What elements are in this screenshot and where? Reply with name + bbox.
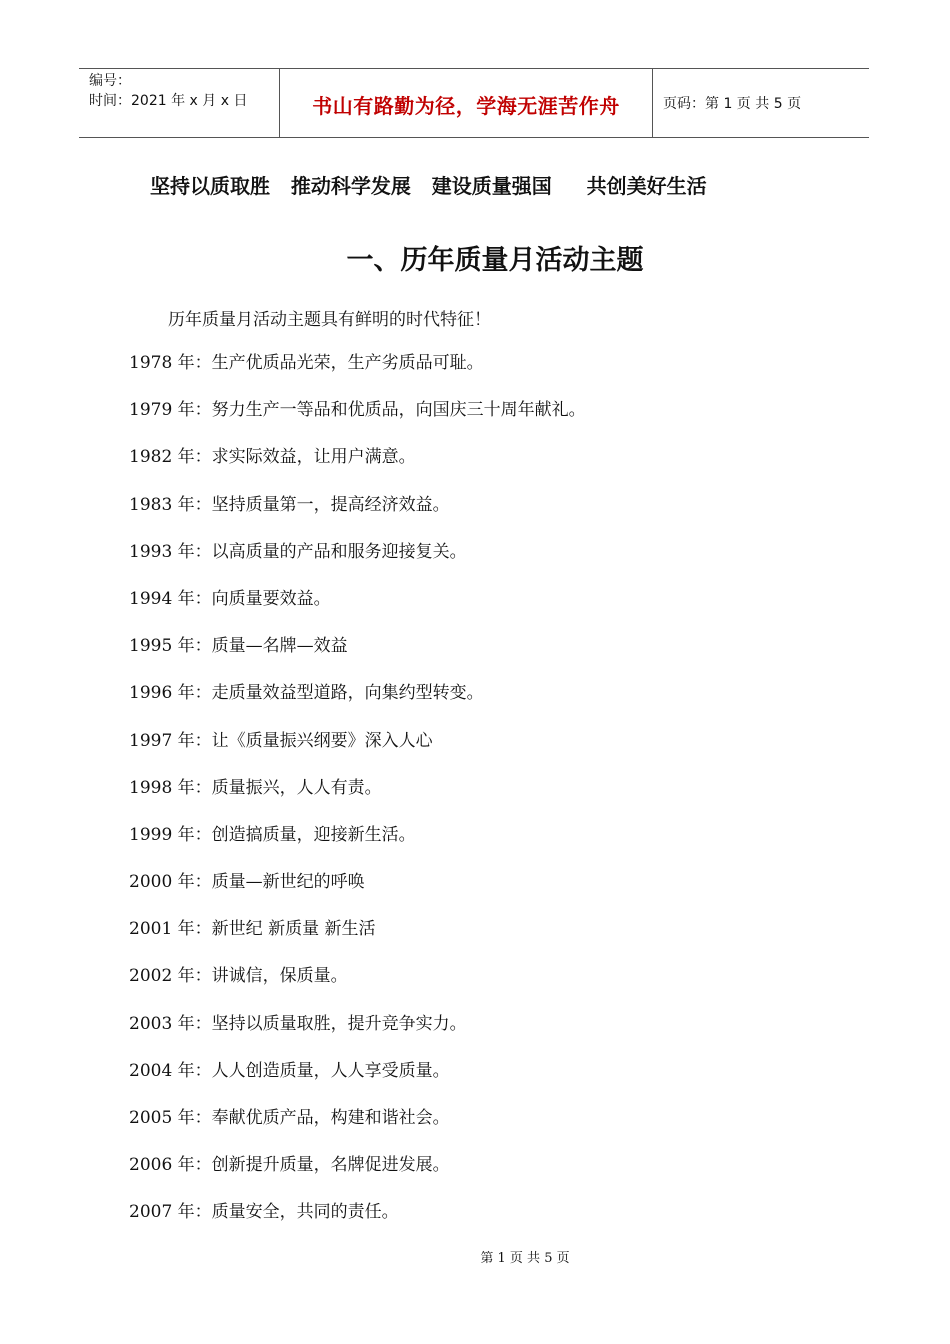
page-footer: 第 1 页 共 5 页 [480, 1251, 570, 1266]
theme-list [129, 351, 586, 1248]
intro-text: 历年质量月活动主题具有鲜明的时代特征！ [168, 310, 491, 330]
theme-item: 2003 年：坚持以质量取胜，提升竞争实力。 [129, 1013, 467, 1034]
theme-item: 1979 年：努力生产一等品和优质品，向国庆三十周年献礼。 [129, 400, 586, 421]
theme-item: 1997 年：让《质量振兴纲要》深入人心 [129, 730, 433, 751]
page-info: 页码：第 1 页 共 5 页 [663, 96, 802, 112]
theme-item: 2006 年：创新提升质量，名牌促进发展。 [129, 1155, 450, 1176]
theme-item: 1999 年：创造搞质量，迎接新生活。 [129, 824, 416, 845]
slogan: 坚持以质取胜 推动科学发展 建设质量强国 共创美好生活 [150, 174, 707, 198]
motto-text: 书山有路勤为径，学海无涯苦作舟 [312, 93, 620, 118]
theme-item: 2000 年：质量—新世纪的呼唤 [129, 872, 365, 893]
theme-item: 2007 年：质量安全，共同的责任。 [129, 1202, 399, 1223]
theme-item: 2001 年：新世纪 新质量 新生活 [129, 919, 376, 940]
theme-item: 2005 年：奉献优质产品，构建和谐社会。 [129, 1108, 450, 1128]
theme-item: 1998 年：质量振兴，人人有责。 [129, 777, 382, 798]
header-table [79, 68, 869, 138]
theme-item: 2004 年：人人创造质量，人人享受质量。 [129, 1060, 450, 1081]
section-title: 一、历年质量月活动主题 [346, 245, 644, 276]
theme-item: 1996 年：走质量效益型道路，向集约型转变。 [129, 683, 484, 704]
theme-item: 1994 年：向质量要效益。 [129, 588, 331, 609]
theme-item: 1983 年：坚持质量第一，提高经济效益。 [129, 494, 450, 515]
theme-item: 1993 年：以高质量的产品和服务迎接复关。 [129, 541, 467, 562]
theme-item: 1995 年：质量—名牌—效益 [129, 636, 348, 657]
theme-item: 2002 年：讲诚信，保质量。 [129, 966, 348, 987]
theme-item: 1978 年：生产优质品光荣，生产劣质品可耻。 [129, 353, 484, 373]
serial-label: 编号： [89, 73, 131, 89]
time-label: 时间：2021 年 x 月 x 日 [89, 93, 248, 109]
header-meta-cell [79, 69, 280, 137]
theme-item: 1982 年：求实际效益，让用户满意。 [129, 447, 416, 468]
header-page-cell [653, 69, 869, 137]
header-motto-cell [280, 69, 653, 137]
